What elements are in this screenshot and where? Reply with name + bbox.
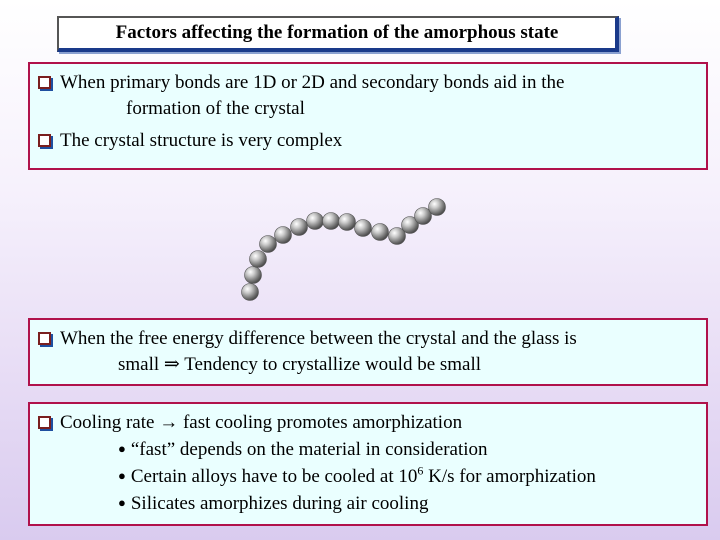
bullet-dot-icon: ●: [118, 441, 126, 456]
chain-atom: [355, 220, 372, 237]
bullet-item-3-continuation: [38, 352, 698, 378]
bullet-text: Cooling rate → fast cooling promotes amorphization: [60, 412, 463, 433]
sub-bullet-text: Silicates amorphizes during air cooling: [130, 493, 429, 514]
bullet-item-4: [38, 410, 698, 436]
sub-bullet-text: “fast” depends on the material in consideration: [130, 439, 488, 460]
bullet-text: When the free energy difference between the crystal and the glass is: [60, 328, 577, 349]
factors-box-2: [28, 318, 708, 386]
chain-atom: [323, 213, 340, 230]
bullet-text: When primary bonds are 1D or 2D and secondary bonds aid in the: [60, 72, 565, 93]
chain-atom: [291, 219, 308, 236]
checkbox-bullet-icon: [38, 416, 51, 429]
chain-atom: [429, 199, 446, 216]
chain-atom: [260, 236, 277, 253]
chain-atom: [372, 224, 389, 241]
chain-atom: [307, 213, 324, 230]
checkbox-bullet-icon: [38, 332, 51, 345]
sub-bullet-text: Certain alloys have to be cooled at 10: [130, 466, 418, 487]
sub-bullet-1: [38, 436, 698, 463]
chain-atom: [339, 214, 356, 231]
factors-box-3: [28, 402, 708, 526]
implies-arrow-icon: ⇒: [163, 354, 180, 375]
bullet-text: The crystal structure is very complex: [60, 130, 343, 151]
sub-bullet-2: [38, 463, 698, 490]
small-text: small: [118, 354, 160, 375]
chain-atom: [275, 227, 292, 244]
bullet-item-3: [38, 326, 698, 352]
title-text: Factors affecting the formation of the amorphous state: [115, 22, 559, 43]
chain-atom: [245, 267, 262, 284]
bullet-dot-icon: ●: [118, 495, 126, 510]
bullet-dot-icon: ●: [118, 468, 126, 483]
chain-atom: [242, 284, 259, 301]
tendency-text: Tendency to crystallize would be small: [184, 354, 482, 375]
bullet-item-1-continuation: formation of the crystal: [126, 98, 305, 119]
sub-bullet-text-end: K/s for amorphization: [423, 466, 596, 487]
sub-bullet-3: [38, 490, 698, 517]
chain-atom: [250, 251, 267, 268]
exponent: 6: [417, 463, 424, 478]
